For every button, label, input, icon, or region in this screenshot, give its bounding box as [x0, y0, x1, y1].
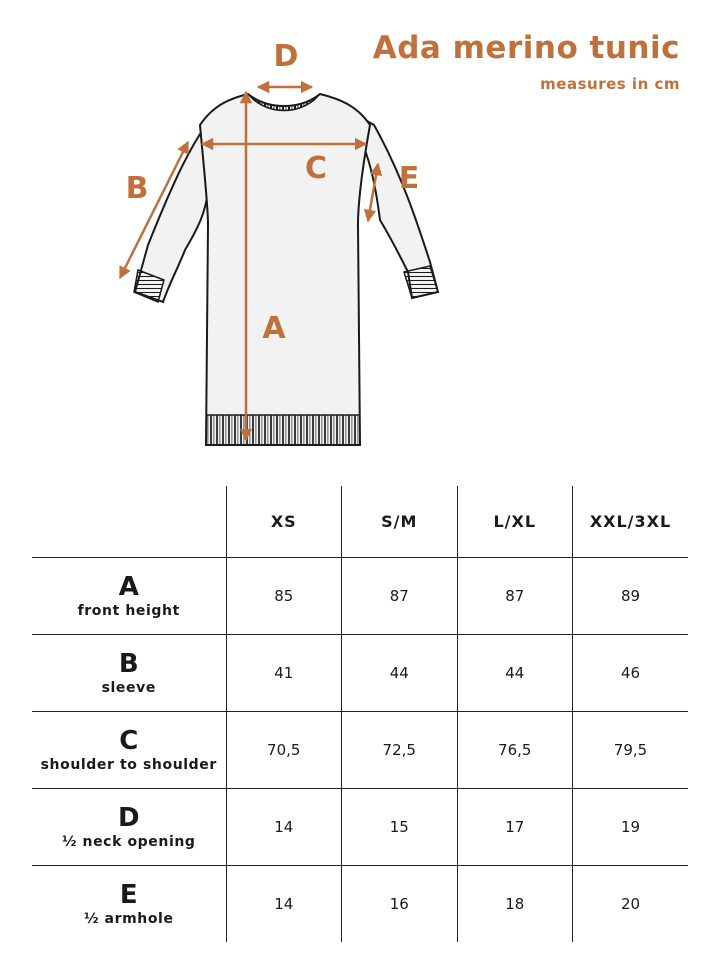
table-cell: 44 — [457, 634, 573, 711]
row-description: ½ neck opening — [61, 833, 196, 850]
row-label — [32, 634, 226, 711]
table-row — [32, 634, 688, 711]
table-cell: 18 — [457, 865, 573, 942]
label-c: C — [304, 151, 328, 186]
size-header-row — [32, 486, 688, 557]
table-cell: 70,5 — [226, 711, 342, 788]
row-description: ½ armhole — [83, 910, 174, 927]
row-label — [32, 865, 226, 942]
hem-rib — [207, 415, 359, 444]
table-cell: 41 — [226, 634, 342, 711]
row-description: sleeve — [101, 679, 156, 696]
table-cell: 20 — [573, 865, 689, 942]
table-cell: 16 — [342, 865, 458, 942]
table-cell: 87 — [342, 557, 458, 634]
table-cell: 14 — [226, 788, 342, 865]
row-letter: B — [118, 648, 139, 679]
table-cell: 72,5 — [342, 711, 458, 788]
table-cell: 46 — [573, 634, 689, 711]
table-cell: 76,5 — [457, 711, 573, 788]
table-row — [32, 865, 688, 942]
label-b: B — [125, 171, 149, 206]
size-table — [32, 486, 688, 942]
size-header: XS — [226, 486, 342, 557]
row-letter: E — [119, 879, 138, 910]
row-letter: A — [118, 571, 139, 602]
row-label — [32, 788, 226, 865]
tunic-body — [200, 94, 370, 445]
header-empty-cell — [32, 486, 226, 557]
row-label — [32, 711, 226, 788]
row-letter: C — [119, 725, 139, 756]
table-cell: 87 — [457, 557, 573, 634]
table-cell: 17 — [457, 788, 573, 865]
size-header: L/XL — [457, 486, 573, 557]
label-e: E — [398, 161, 420, 196]
size-header: XXL/3XL — [573, 486, 689, 557]
table-row — [32, 788, 688, 865]
table-cell: 15 — [342, 788, 458, 865]
row-description: front height — [77, 602, 180, 619]
row-letter: D — [117, 802, 140, 833]
tunic-diagram — [0, 0, 720, 460]
units-subtitle: measures in cm — [540, 75, 680, 93]
size-header: S/M — [342, 486, 458, 557]
product-title: Ada merino tunic — [372, 30, 680, 66]
row-description: shoulder to shoulder — [40, 756, 217, 773]
table-cell: 89 — [573, 557, 689, 634]
table-row — [32, 557, 688, 634]
table-cell: 85 — [226, 557, 342, 634]
label-a: A — [262, 311, 286, 346]
table-cell: 14 — [226, 865, 342, 942]
table-cell: 44 — [342, 634, 458, 711]
table-cell: 19 — [573, 788, 689, 865]
row-label — [32, 557, 226, 634]
label-d: D — [273, 39, 299, 74]
table-row — [32, 711, 688, 788]
table-cell: 79,5 — [573, 711, 689, 788]
